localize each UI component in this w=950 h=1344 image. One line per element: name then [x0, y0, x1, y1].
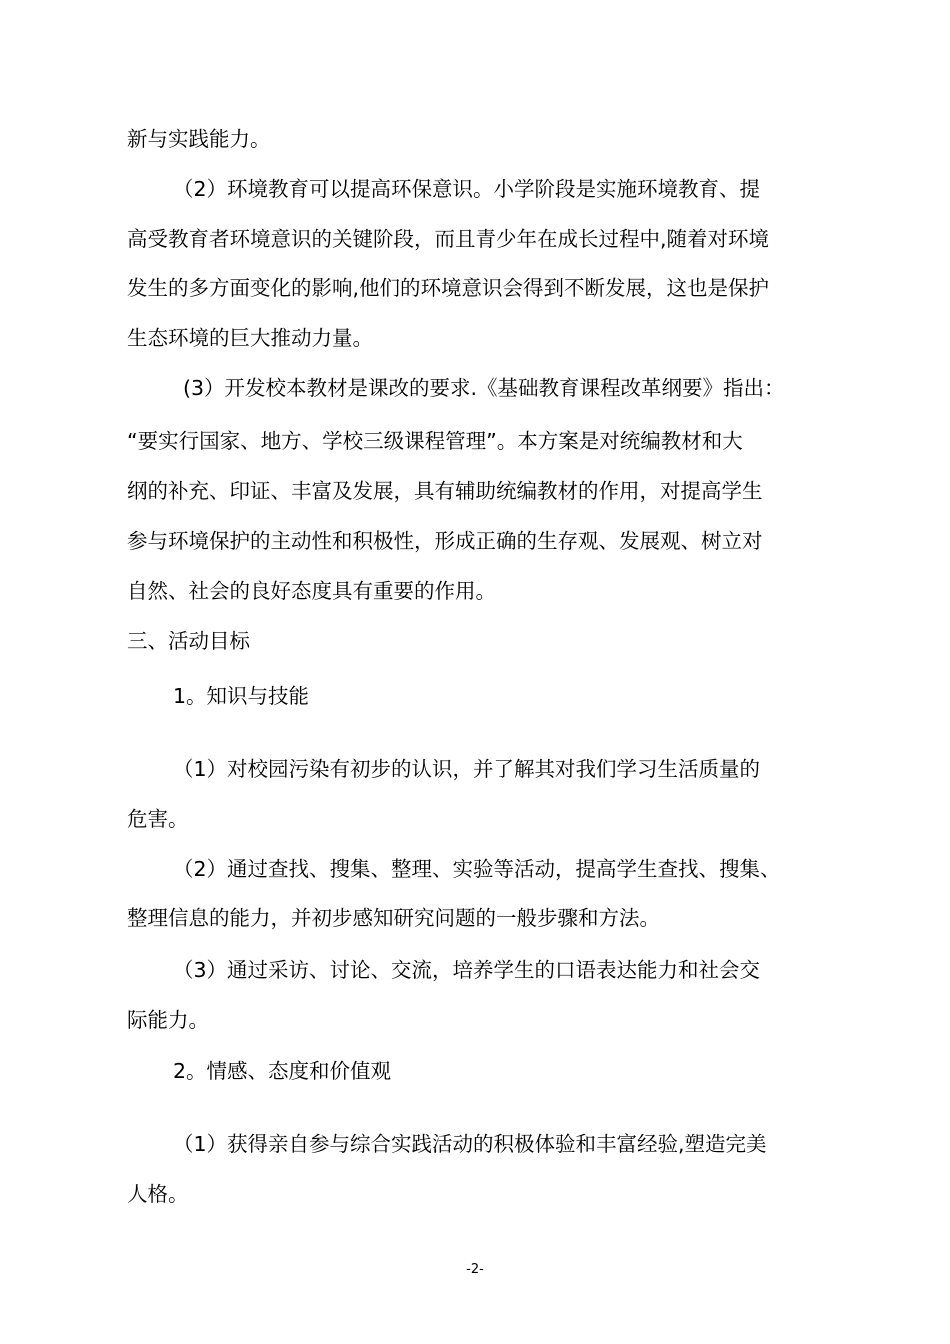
text-line: 自然、社会的良好态度具有重要的作用。 — [127, 579, 496, 603]
page-number: -2- — [466, 1262, 484, 1277]
section-heading: 三、活动目标 — [127, 629, 250, 653]
text-line: 整理信息的能力，并初步感知研究问题的一般步骤和方法。 — [127, 906, 660, 930]
text-line: （2）通过查找、搜集、整理、实验等活动，提高学生查找、搜集、 — [173, 857, 781, 881]
subsection-heading: 2。情感、态度和价值观 — [173, 1059, 392, 1083]
text-line: 际能力。 — [127, 1008, 209, 1032]
text-line: 高受教育者环境意识的关键阶段，而且青少年在成长过程中,随着对环境 — [127, 227, 770, 251]
text-line: 新与实践能力。 — [127, 127, 271, 151]
text-line: 人格。 — [127, 1182, 189, 1206]
text-line: 纲的补充、印证、丰富及发展，具有辅助统编教材的作用，对提高学生 — [127, 479, 763, 503]
text-line: （3）通过采访、讨论、交流，培养学生的口语表达能力和社会交 — [173, 958, 761, 982]
subsection-heading: 1。知识与技能 — [173, 684, 310, 708]
text-line: （2）环境教育可以提高环保意识。小学阶段是实施环境教育、提 — [173, 177, 761, 201]
text-line: 发生的多方面变化的影响,他们的环境意识会得到不断发展，这也是保护 — [127, 276, 770, 300]
text-line: （1）获得亲自参与综合实践活动的积极体验和丰富经验,塑造完美 — [173, 1132, 767, 1156]
text-line: 危害。 — [127, 807, 189, 831]
text-line: （1）对校园污染有初步的认识，并了解其对我们学习生活质量的 — [173, 757, 761, 781]
text-line: 参与环境保护的主动性和积极性，形成正确的生存观、发展观、树立对 — [127, 529, 763, 553]
text-line: (3）开发校本教材是课改的要求.《基础教育课程改革纲要》指出： — [183, 376, 785, 400]
text-line: 生态环境的巨大推动力量。 — [127, 326, 373, 350]
text-line: “要实行国家、地方、学校三级课程管理”。本方案是对统编教材和大 — [127, 429, 743, 453]
